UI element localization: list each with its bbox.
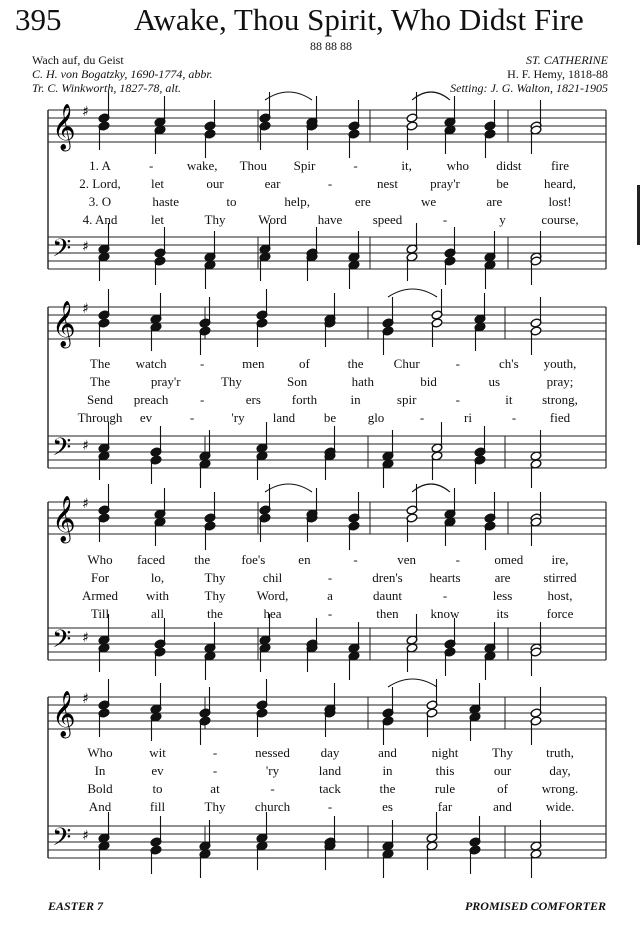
lyric-syllable: Word, — [256, 588, 289, 603]
lyric-syllable: ch's — [499, 356, 519, 371]
lyric-syllable: y — [499, 212, 506, 227]
treble-clef-icon: 𝄞 — [52, 104, 76, 150]
lyric-syllable: all — [151, 606, 164, 621]
lyric-syllable: of — [299, 356, 310, 371]
lyric-syllable: Till — [90, 606, 110, 621]
lyric-syllable: and — [493, 799, 512, 814]
lyric-syllable: Son — [287, 374, 308, 389]
key-signature-sharp-icon: ♯ — [82, 301, 89, 317]
syllable-hyphen: - — [327, 606, 333, 621]
lyric-syllable: For — [90, 570, 110, 585]
syllable-hyphen: - — [455, 552, 460, 567]
lyric-syllable: 'ry — [265, 763, 280, 778]
lyric-syllable: who — [446, 158, 469, 173]
lyric-syllable: church — [254, 799, 291, 814]
syllable-hyphen: - — [212, 763, 218, 778]
lyric-syllable: glo — [367, 410, 385, 425]
lyric-syllable: chil — [262, 570, 283, 585]
lyric-syllable: wit — [149, 745, 166, 760]
syllable-hyphen: - — [455, 392, 460, 407]
key-signature-sharp-icon: ♯ — [82, 496, 89, 512]
lyric-syllable: And — [88, 799, 112, 814]
syllable-hyphen: - — [200, 392, 205, 407]
slur-arc — [388, 679, 437, 687]
lyric-line-verse-2 — [0, 763, 640, 779]
syllable-hyphen: - — [270, 781, 275, 796]
lyric-syllable: didst — [496, 158, 522, 173]
lyric-syllable: this — [435, 763, 455, 778]
lyric-syllable: dren's — [372, 570, 403, 585]
lyric-syllable: pray; — [546, 374, 574, 389]
lyric-syllable: hearts — [429, 570, 461, 585]
lyric-syllable: fire — [550, 158, 570, 173]
lyric-syllable: we — [420, 194, 437, 209]
lyric-syllable: be — [496, 176, 509, 191]
lyric-syllable: far — [437, 799, 453, 814]
syllable-hyphen: - — [511, 410, 517, 425]
lyric-syllable: Thou — [239, 158, 268, 173]
bass-clef-icon: 𝄢 — [52, 433, 72, 468]
text-author: C. H. von Bogatzky, 1690-1774, abbr. — [32, 67, 213, 81]
treble-clef-icon: 𝄞 — [52, 301, 76, 347]
lyric-syllable: help, — [284, 194, 310, 209]
lyric-syllable: lost! — [548, 194, 572, 209]
lyric-syllable: the — [194, 552, 211, 567]
lyric-syllable: are — [494, 570, 511, 585]
lyric-syllable: to — [152, 781, 163, 796]
key-signature-sharp-icon: ♯ — [82, 239, 89, 255]
lyric-syllable: Thy — [204, 799, 226, 814]
lyric-syllable: Thy — [204, 588, 226, 603]
hymn-title: Awake, Thou Spirit, Who Didst Fire — [134, 2, 584, 37]
lyric-line-verse-3 — [0, 392, 640, 408]
lyric-line-verse-3 — [0, 781, 640, 797]
lyric-syllable: men — [242, 356, 265, 371]
lyric-syllable: land — [318, 763, 342, 778]
key-signature-sharp-icon: ♯ — [82, 630, 89, 646]
lyric-syllable: Thy — [220, 374, 242, 389]
footer-season: EASTER 7 — [48, 899, 104, 913]
syllable-hyphen: - — [442, 212, 448, 227]
lyric-syllable: 1. A — [89, 158, 111, 173]
lyric-syllable: host, — [547, 588, 573, 603]
lyric-syllable: spir — [396, 392, 417, 407]
lyric-syllable: us — [488, 374, 501, 389]
lyric-syllable: pray'r — [150, 374, 181, 389]
lyric-syllable: nessed — [255, 745, 290, 760]
lyric-syllable: youth, — [543, 356, 577, 371]
lyric-syllable: haste — [152, 194, 180, 209]
original-title: Wach auf, du Geist — [32, 53, 124, 67]
lyric-line-verse-3 — [0, 194, 640, 210]
lyric-syllable: be — [323, 410, 337, 425]
lyric-syllable: ev — [151, 763, 164, 778]
lyric-syllable: course, — [541, 212, 579, 227]
syllable-hyphen: - — [419, 410, 425, 425]
lyric-syllable: Who — [87, 552, 113, 567]
lyric-syllable: fill — [149, 799, 166, 814]
lyric-syllable: day, — [549, 763, 571, 778]
lyric-syllable: day — [320, 745, 340, 760]
lyric-syllable: in — [382, 763, 393, 778]
lyric-syllable: let — [151, 176, 164, 191]
composer: H. F. Hemy, 1818-88 — [507, 67, 608, 81]
lyric-syllable: stirred — [543, 570, 577, 585]
footer-topic: PROMISED COMFORTER — [464, 899, 606, 913]
lyric-syllable: en — [298, 552, 311, 567]
syllable-hyphen: - — [327, 570, 333, 585]
lyric-syllable: wrong. — [541, 781, 579, 796]
syllable-hyphen: - — [200, 356, 205, 371]
key-signature-sharp-icon: ♯ — [82, 691, 89, 707]
lyric-syllable: the — [347, 356, 364, 371]
syllable-hyphen: - — [189, 410, 195, 425]
slur-arc — [265, 92, 312, 100]
lyric-syllable: tack — [319, 781, 341, 796]
lyric-syllable: Bold — [87, 781, 113, 796]
key-signature-sharp-icon: ♯ — [82, 104, 89, 120]
lyric-syllable: to — [226, 194, 237, 209]
treble-clef-icon: 𝄞 — [52, 691, 76, 737]
lyric-syllable: then — [376, 606, 399, 621]
lyric-syllable: ers — [245, 392, 261, 407]
lyric-syllable: pray'r — [430, 176, 460, 191]
lyric-syllable: Send — [87, 392, 113, 407]
setting: Setting: J. G. Walton, 1821-1905 — [450, 81, 608, 95]
lyric-syllable: 'ry — [231, 410, 245, 425]
lyric-line-verse-1 — [0, 552, 640, 568]
lyric-syllable: preach — [133, 392, 169, 407]
lyric-syllable: ear — [264, 176, 281, 191]
lyric-syllable: foe's — [241, 552, 266, 567]
lyric-line-verse-4 — [0, 799, 640, 815]
lyric-syllable: Who — [87, 745, 113, 760]
lyric-syllable: it, — [401, 158, 412, 173]
lyric-syllable: hea — [263, 606, 282, 621]
slur-arc — [412, 92, 450, 100]
lyric-syllable: at — [210, 781, 220, 796]
lyric-syllable: ven — [397, 552, 417, 567]
tune-name: ST. CATHERINE — [525, 53, 608, 67]
lyric-syllable: ev — [139, 410, 153, 425]
lyric-line-verse-2 — [0, 570, 640, 586]
lyric-syllable: wide. — [545, 799, 575, 814]
lyric-syllable: 4. And — [82, 212, 118, 227]
slur-arc — [265, 484, 312, 492]
lyric-syllable: Through — [77, 410, 123, 425]
lyric-line-verse-2 — [0, 176, 640, 192]
lyric-syllable: The — [89, 374, 111, 389]
lyric-line-verse-4 — [0, 212, 640, 228]
lyric-syllable: with — [145, 588, 170, 603]
lyric-syllable: In — [94, 763, 106, 778]
lyric-syllable: ere — [354, 194, 371, 209]
meter: 88 88 88 — [310, 39, 352, 53]
lyric-syllable: are — [486, 194, 503, 209]
slur-arc — [412, 484, 450, 492]
lyric-syllable: speed — [372, 212, 403, 227]
syllable-hyphen: - — [212, 745, 218, 760]
lyric-syllable: Word — [258, 212, 287, 227]
lyric-syllable: of — [497, 781, 508, 796]
lyric-syllable: watch — [135, 356, 167, 371]
lyric-syllable: faced — [137, 552, 166, 567]
lyric-syllable: its — [496, 606, 509, 621]
lyric-syllable: daunt — [373, 588, 402, 603]
lyric-line-verse-4 — [0, 410, 640, 426]
lyric-syllable: less — [492, 588, 513, 603]
translator: Tr. C. Winkworth, 1827-78, alt. — [32, 81, 182, 95]
lyric-syllable: strong, — [542, 392, 578, 407]
bass-clef-icon: 𝄢 — [52, 625, 72, 660]
bass-clef-icon: 𝄢 — [52, 823, 72, 858]
lyric-syllable: know — [430, 606, 460, 621]
lyric-syllable: hath — [351, 374, 375, 389]
lyric-syllable: Thy — [204, 570, 226, 585]
lyric-syllable: Thy — [492, 745, 513, 760]
lyric-syllable: ri — [464, 410, 472, 425]
lyric-syllable: es — [382, 799, 393, 814]
bass-clef-icon: 𝄢 — [52, 234, 72, 269]
lyric-syllable: let — [151, 212, 164, 227]
syllable-hyphen: - — [327, 799, 333, 814]
syllable-hyphen: - — [442, 588, 448, 603]
hymn-number: 395 — [15, 2, 62, 37]
lyric-syllable: force — [546, 606, 574, 621]
lyric-syllable: The — [89, 356, 111, 371]
lyric-line-verse-1 — [0, 745, 640, 761]
syllable-hyphen: - — [353, 158, 358, 173]
lyric-line-verse-1 — [0, 356, 640, 372]
lyric-syllable: Chur — [393, 356, 420, 371]
syllable-hyphen: - — [353, 552, 358, 567]
lyric-syllable: bid — [420, 374, 437, 389]
lyric-syllable: truth, — [546, 745, 574, 760]
lyric-syllable: nest — [377, 176, 398, 191]
lyric-syllable: wake, — [186, 158, 218, 173]
lyric-syllable: our — [206, 176, 224, 191]
lyric-syllable: rule — [434, 781, 456, 796]
lyric-syllable: forth — [291, 392, 318, 407]
lyric-syllable: Spir — [293, 158, 316, 173]
lyric-syllable: ire, — [551, 552, 569, 567]
key-signature-sharp-icon: ♯ — [82, 438, 89, 454]
syllable-hyphen: - — [455, 356, 460, 371]
lyric-line-verse-3 — [0, 588, 640, 604]
lyric-syllable: our — [493, 763, 512, 778]
lyric-syllable: and — [378, 745, 397, 760]
lyric-syllable: it — [505, 392, 513, 407]
lyric-syllable: the — [379, 781, 396, 796]
lyric-syllable: Armed — [81, 588, 119, 603]
lyric-syllable: night — [431, 745, 459, 760]
lyric-syllable: heard, — [543, 176, 577, 191]
lyric-syllable: in — [350, 392, 361, 407]
lyric-syllable: fied — [549, 410, 571, 425]
lyric-syllable: a — [327, 588, 333, 603]
lyric-line-verse-1 — [0, 158, 640, 174]
lyric-syllable: 2. Lord, — [79, 176, 121, 191]
lyric-syllable: the — [207, 606, 223, 621]
lyric-line-verse-2 — [0, 374, 640, 390]
syllable-hyphen: - — [327, 176, 333, 191]
lyric-syllable: lo, — [150, 570, 165, 585]
syllable-hyphen: - — [148, 158, 154, 173]
lyric-syllable: omed — [494, 552, 524, 567]
lyric-syllable: have — [317, 212, 343, 227]
key-signature-sharp-icon: ♯ — [82, 828, 89, 844]
lyric-syllable: Thy — [204, 212, 226, 227]
lyric-line-verse-4 — [0, 606, 640, 622]
treble-clef-icon: 𝄞 — [52, 496, 76, 542]
lyric-syllable: 3. O — [88, 194, 112, 209]
slur-arc — [388, 289, 437, 297]
lyric-syllable: land — [272, 410, 296, 425]
